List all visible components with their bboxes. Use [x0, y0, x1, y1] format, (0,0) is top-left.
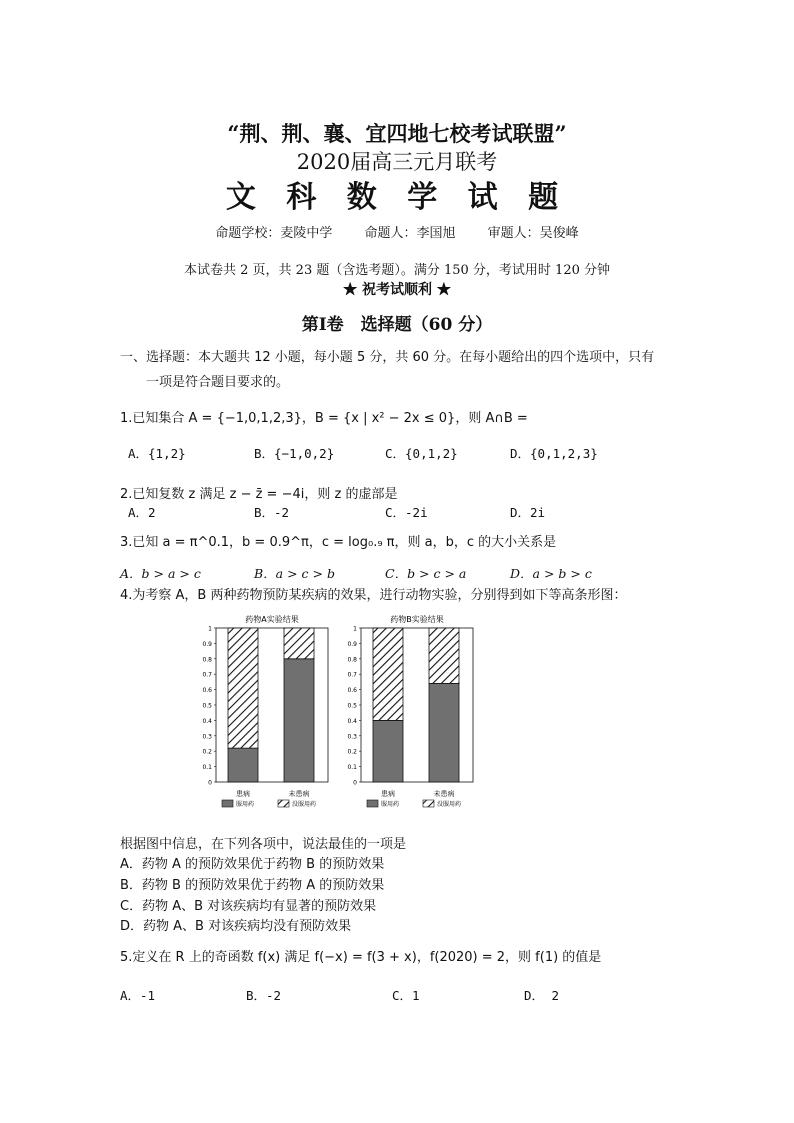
- question-1-option-c: C．{0,1,2}: [385, 446, 458, 461]
- question-4-option-b: B．药物 B 的预防效果优于药物 A 的预防效果: [120, 878, 385, 893]
- y-tick-label: 0: [353, 779, 357, 787]
- bar-treated: [228, 748, 258, 782]
- reviewer-label: 审题人：吴俊峰: [487, 226, 579, 241]
- chart-title: 药物A实验结果: [245, 615, 299, 624]
- y-tick-label: 0.5: [347, 702, 357, 710]
- y-tick-label: 1: [353, 625, 357, 633]
- stacked-bar-charts: [200, 610, 490, 820]
- y-tick-label: 0.2: [347, 748, 357, 756]
- question-4-stem: 4.为考察 A，B 两种药物预防某疾病的效果，进行动物实验，分别得到如下等高条形图：: [120, 588, 627, 603]
- x-category-label: 未患病: [433, 790, 455, 798]
- question-2-option-a: A．2: [128, 505, 156, 520]
- y-tick-label: 0.9: [347, 640, 357, 648]
- question-2-option-b: B．-2: [254, 505, 290, 520]
- question-4-option-d: D．药物 A、B 对该疾病均没有预防效果: [120, 919, 352, 934]
- section-title: 第Ⅰ卷 选择题（60 分）: [301, 315, 493, 335]
- question-1-option-b: B．{−1,0,2}: [254, 446, 335, 461]
- question-4-option-c: C．药物 A、B 对该疾病均有显著的预防效果: [120, 899, 377, 914]
- section-intro-line2: 一项是符合题目要求的。: [146, 375, 290, 390]
- question-1-stem: 1.已知集合 A = {−1,0,1,2,3}，B = {x | x² − 2x ≤ 0}，则 A∩B =: [120, 411, 528, 426]
- question-4-option-a: A．药物 A 的预防效果优于药物 B 的预防效果: [120, 857, 385, 872]
- legend-label: 服用药: [381, 801, 400, 808]
- legend-swatch: [367, 800, 378, 807]
- question-5-option-a: A．-1: [120, 988, 156, 1003]
- bar-treated: [429, 683, 459, 782]
- question-4-followup: 根据图中信息，在下列各项中，说法最佳的一项是: [120, 837, 407, 852]
- bar-treated: [373, 720, 403, 782]
- chart-title: 药物B实验结果: [390, 615, 444, 624]
- bar-treated: [284, 659, 314, 782]
- question-5-stem: 5.定义在 R 上的奇函数 f(x) 满足 f(−x) = f(3 + x)，f(2020) = 2，则 f(1) 的值是: [120, 950, 602, 965]
- y-tick-label: 0.1: [347, 764, 357, 772]
- y-tick-label: 0.6: [347, 687, 357, 695]
- legend-swatch: [278, 800, 289, 807]
- question-1-option-d: D．{0,1,2,3}: [510, 446, 598, 461]
- question-5-option-d: D． 2: [524, 988, 560, 1003]
- bar-untreated: [373, 628, 403, 720]
- exam-title: 2020届高三元月联考: [296, 150, 498, 174]
- x-category-label: 患病: [381, 790, 395, 798]
- y-tick-label: 0.4: [347, 717, 357, 725]
- question-2-stem: 2.已知复数 z 满足 z − z̄ = −4i，则 z 的虚部是: [120, 487, 398, 502]
- legend-swatch: [423, 800, 434, 807]
- y-tick-label: 0.1: [202, 764, 212, 772]
- question-2-option-c: C．-2i: [385, 505, 428, 520]
- alliance-title: “荆、荆、襄、宜四地七校考试联盟”: [227, 121, 567, 146]
- subject-title: 文 科 数 学 试 题: [225, 180, 569, 215]
- y-tick-label: 0: [208, 779, 212, 787]
- legend-swatch: [222, 800, 233, 807]
- school-label: 命题学校：麦陵中学: [215, 226, 333, 241]
- question-3-option-a: A．b > a > c: [120, 566, 201, 581]
- question-3-option-c: C．b > c > a: [385, 566, 467, 581]
- exam-notice: 本试卷共 2 页，共 23 题（含选考题）。满分 150 分，考试用时 120 分钟: [184, 263, 610, 278]
- legend-label: 没服用药: [292, 801, 317, 808]
- x-category-label: 未患病: [288, 790, 310, 798]
- author-line: [0, 222, 794, 241]
- x-category-label: 患病: [236, 790, 250, 798]
- y-tick-label: 0.7: [202, 671, 212, 679]
- legend-label: 服用药: [236, 801, 255, 808]
- good-luck-line: ★ 祝考试顺利 ★: [343, 282, 451, 298]
- question-5-option-c: C．1: [392, 988, 420, 1003]
- question-3-option-d: D．a > b > c: [510, 566, 592, 581]
- question-2-option-d: D．2i: [510, 505, 546, 520]
- setter-label: 命题人：李国旭: [364, 226, 456, 241]
- y-tick-label: 0.7: [347, 671, 357, 679]
- y-tick-label: 0.8: [202, 656, 212, 664]
- section-intro-line1: 一、选择题：本大题共 12 小题，每小题 5 分，共 60 分。在每小题给出的四个选项中，只有: [120, 350, 655, 365]
- bar-untreated: [429, 628, 459, 683]
- y-tick-label: 0.2: [202, 748, 212, 756]
- y-tick-label: 1: [208, 625, 212, 633]
- question-3-stem: 3.已知 a = π^0.1，b = 0.9^π，c = log₀.₉ π，则 a，b，c 的大小关系是: [120, 535, 557, 550]
- legend-label: 没服用药: [437, 801, 462, 808]
- y-tick-label: 0.6: [202, 687, 212, 695]
- chart-2: [347, 614, 473, 808]
- y-tick-label: 0.5: [202, 702, 212, 710]
- question-5-option-b: B．-2: [246, 988, 282, 1003]
- y-tick-label: 0.4: [202, 717, 212, 725]
- y-tick-label: 0.8: [347, 656, 357, 664]
- chart-1: [202, 614, 328, 808]
- y-tick-label: 0.3: [347, 733, 357, 741]
- y-tick-label: 0.3: [202, 733, 212, 741]
- y-tick-label: 0.9: [202, 640, 212, 648]
- question-3-option-b: B．a > c > b: [254, 566, 335, 581]
- bar-untreated: [228, 628, 258, 748]
- bar-untreated: [284, 628, 314, 659]
- question-1-option-a: A．{1,2}: [128, 446, 186, 461]
